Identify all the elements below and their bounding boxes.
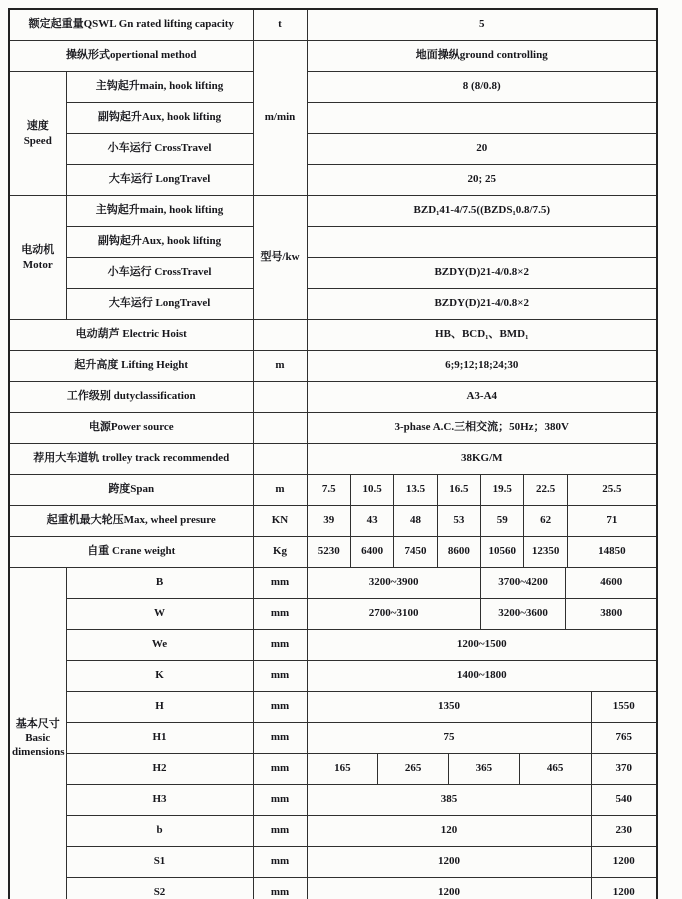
weight-label: 自重 Crane weight <box>9 537 253 568</box>
weight-unit: Kg <box>253 537 307 568</box>
motor-aux-label: 副钩起升Aux, hook lifting <box>66 227 253 258</box>
hoist-value: HB、BCD₁、BMD₁ <box>307 320 657 351</box>
row-power <box>9 413 657 444</box>
dim-b-label: b <box>66 816 253 847</box>
span-value: 13.5 <box>394 475 437 505</box>
dim-B-value: 3700~4200 <box>481 568 567 598</box>
span-unit: m <box>253 475 307 506</box>
dims-group-en1: Basic <box>25 731 51 744</box>
dim-W-unit: mm <box>253 599 307 630</box>
row-motor-main <box>9 196 657 227</box>
row-dim-S1 <box>9 847 657 878</box>
dim-S2-unit: mm <box>253 878 307 899</box>
dims-group-label <box>9 568 66 899</box>
rated-unit: t <box>253 9 307 41</box>
dim-b-main: 120 <box>307 816 591 847</box>
height-value: 6;9;12;18;24;30 <box>307 351 657 382</box>
power-label: 电源Power source <box>9 413 253 444</box>
row-speed-long <box>9 165 657 196</box>
wheel-value: 53 <box>438 506 481 536</box>
dim-H-main: 1350 <box>307 692 591 723</box>
dim-H2-unit: mm <box>253 754 307 785</box>
speed-aux-label: 副钩起升Aux, hook lifting <box>66 103 253 134</box>
row-speed-aux <box>9 103 657 134</box>
motor-cross-label: 小车运行 CrossTravel <box>66 258 253 289</box>
dim-b-right: 230 <box>591 816 657 847</box>
motor-long-value: BZDY(D)21-4/0.8×2 <box>307 289 657 320</box>
motor-group-zh: 电动机 <box>21 244 55 257</box>
dims-group-en2: dimensions <box>12 746 65 759</box>
dim-We-value: 1200~1500 <box>307 630 657 661</box>
dim-B-values <box>307 568 657 599</box>
speed-cross-value: 20 <box>307 134 657 165</box>
speed-unit: m/min <box>253 41 307 196</box>
weight-value: 6400 <box>351 537 394 567</box>
row-dim-We <box>9 630 657 661</box>
row-method <box>9 41 657 72</box>
span-value: 10.5 <box>351 475 394 505</box>
dim-H-right: 1550 <box>591 692 657 723</box>
dim-H1-right: 765 <box>591 723 657 754</box>
dim-S2-main: 1200 <box>307 878 591 899</box>
dim-H2-value: 465 <box>546 762 564 775</box>
power-unit <box>253 413 307 444</box>
speed-aux-value <box>307 103 657 134</box>
weight-value: 12350 <box>524 537 567 567</box>
speed-main-value: 8 (8/0.8) <box>307 72 657 103</box>
span-value: 25.5 <box>602 483 622 496</box>
spec-table <box>8 8 658 899</box>
rated-label: 额定起重量QSWL Gn rated lifting capacity <box>9 9 253 41</box>
wheel-label: 起重机最大轮压Max, wheel presure <box>9 506 253 537</box>
dim-S1-label: S1 <box>66 847 253 878</box>
row-motor-long <box>9 289 657 320</box>
dim-H2-value: 265 <box>378 754 449 784</box>
dim-We-label: We <box>66 630 253 661</box>
dim-K-unit: mm <box>253 661 307 692</box>
motor-group-en: Motor <box>22 258 53 271</box>
row-hoist <box>9 320 657 351</box>
span-value: 22.5 <box>524 475 567 505</box>
speed-group-label <box>9 72 66 196</box>
track-label: 荐用大车道轨 trolley track recommended <box>9 444 253 475</box>
dim-K-label: K <box>66 661 253 692</box>
dim-S1-main: 1200 <box>307 847 591 878</box>
dim-H2-values <box>307 754 591 785</box>
weight-value: 10560 <box>481 537 524 567</box>
dim-S2-label: S2 <box>66 878 253 899</box>
wheel-values <box>307 506 657 537</box>
height-label: 起升高度 Lifting Height <box>9 351 253 382</box>
wheel-value: 43 <box>351 506 394 536</box>
dim-H-unit: mm <box>253 692 307 723</box>
weight-value: 5230 <box>308 537 351 567</box>
dim-K-value: 1400~1800 <box>307 661 657 692</box>
row-dim-W <box>9 599 657 630</box>
row-crane-weight <box>9 537 657 568</box>
method-value: 地面操纵ground controlling <box>307 41 657 72</box>
dim-H3-unit: mm <box>253 785 307 816</box>
dim-W-values <box>307 599 657 630</box>
row-track <box>9 444 657 475</box>
row-wheel-pressure <box>9 506 657 537</box>
row-dim-H2 <box>9 754 657 785</box>
hoist-label: 电动葫芦 Electric Hoist <box>9 320 253 351</box>
speed-long-value: 20; 25 <box>307 165 657 196</box>
dim-b-unit: mm <box>253 816 307 847</box>
row-dim-b <box>9 816 657 847</box>
span-values <box>307 475 657 506</box>
motor-group-label <box>9 196 66 320</box>
wheel-value: 71 <box>606 514 618 527</box>
weight-value: 14850 <box>598 545 626 558</box>
duty-unit <box>253 382 307 413</box>
span-label: 跨度Span <box>9 475 253 506</box>
dim-H2-value: 365 <box>449 754 520 784</box>
motor-cross-value: BZDY(D)21-4/0.8×2 <box>307 258 657 289</box>
weight-value: 7450 <box>394 537 437 567</box>
wheel-value: 62 <box>524 506 567 536</box>
dim-H3-right: 540 <box>591 785 657 816</box>
power-value: 3-phase A.C.三相交流；50Hz；380V <box>307 413 657 444</box>
dim-B-value: 4600 <box>600 576 623 589</box>
speed-long-label: 大车运行 LongTravel <box>66 165 253 196</box>
motor-unit: 型号/kw <box>253 196 307 320</box>
row-dim-B <box>9 568 657 599</box>
hoist-unit <box>253 320 307 351</box>
row-speed-cross <box>9 134 657 165</box>
dim-B-value: 3200~3900 <box>308 568 481 598</box>
row-span <box>9 475 657 506</box>
row-motor-aux <box>9 227 657 258</box>
weight-value: 8600 <box>438 537 481 567</box>
dim-W-value: 2700~3100 <box>308 599 481 629</box>
dim-W-value: 3200~3600 <box>481 599 567 629</box>
row-dim-H3 <box>9 785 657 816</box>
track-unit <box>253 444 307 475</box>
dim-B-label: B <box>66 568 253 599</box>
motor-main-value: BZD₁41-4/7.5((BZDS₁0.8/7.5) <box>307 196 657 227</box>
speed-group-en: Speed <box>23 134 52 147</box>
dim-We-unit: mm <box>253 630 307 661</box>
motor-aux-value <box>307 227 657 258</box>
dim-H2-label: H2 <box>66 754 253 785</box>
row-duty <box>9 382 657 413</box>
row-dim-S2 <box>9 878 657 899</box>
row-dim-H <box>9 692 657 723</box>
dim-H3-main: 385 <box>307 785 591 816</box>
motor-main-label: 主钩起升main, hook lifting <box>66 196 253 227</box>
wheel-unit: KN <box>253 506 307 537</box>
dim-S2-right: 1200 <box>591 878 657 899</box>
motor-long-label: 大车运行 LongTravel <box>66 289 253 320</box>
span-value: 7.5 <box>308 475 351 505</box>
duty-value: A3-A4 <box>307 382 657 413</box>
dim-H2-value: 165 <box>308 754 379 784</box>
dim-S1-right: 1200 <box>591 847 657 878</box>
dims-group-zh: 基本尺寸 <box>15 717 60 730</box>
row-dim-H1 <box>9 723 657 754</box>
row-lifting-height <box>9 351 657 382</box>
speed-main-label: 主钩起升main, hook lifting <box>66 72 253 103</box>
weight-values <box>307 537 657 568</box>
dim-H-label: H <box>66 692 253 723</box>
wheel-value: 48 <box>394 506 437 536</box>
height-unit: m <box>253 351 307 382</box>
dim-B-unit: mm <box>253 568 307 599</box>
row-motor-cross <box>9 258 657 289</box>
span-value: 19.5 <box>481 475 524 505</box>
row-dim-K <box>9 661 657 692</box>
rated-value: 5 <box>307 9 657 41</box>
wheel-value: 59 <box>481 506 524 536</box>
span-value: 16.5 <box>438 475 481 505</box>
dim-H1-main: 75 <box>307 723 591 754</box>
wheel-value: 39 <box>308 506 351 536</box>
speed-group-zh: 速度 <box>26 120 49 133</box>
track-value: 38KG/M <box>307 444 657 475</box>
dim-H1-unit: mm <box>253 723 307 754</box>
dim-H3-label: H3 <box>66 785 253 816</box>
row-speed-main <box>9 72 657 103</box>
dim-S1-unit: mm <box>253 847 307 878</box>
dim-W-value: 3800 <box>600 607 623 620</box>
method-label: 操纵形式opertional method <box>9 41 253 72</box>
duty-label: 工作级别 dutyclassification <box>9 382 253 413</box>
speed-cross-label: 小车运行 CrossTravel <box>66 134 253 165</box>
row-rated <box>9 9 657 41</box>
dim-H2-right: 370 <box>591 754 657 785</box>
dim-H1-label: H1 <box>66 723 253 754</box>
dim-W-label: W <box>66 599 253 630</box>
